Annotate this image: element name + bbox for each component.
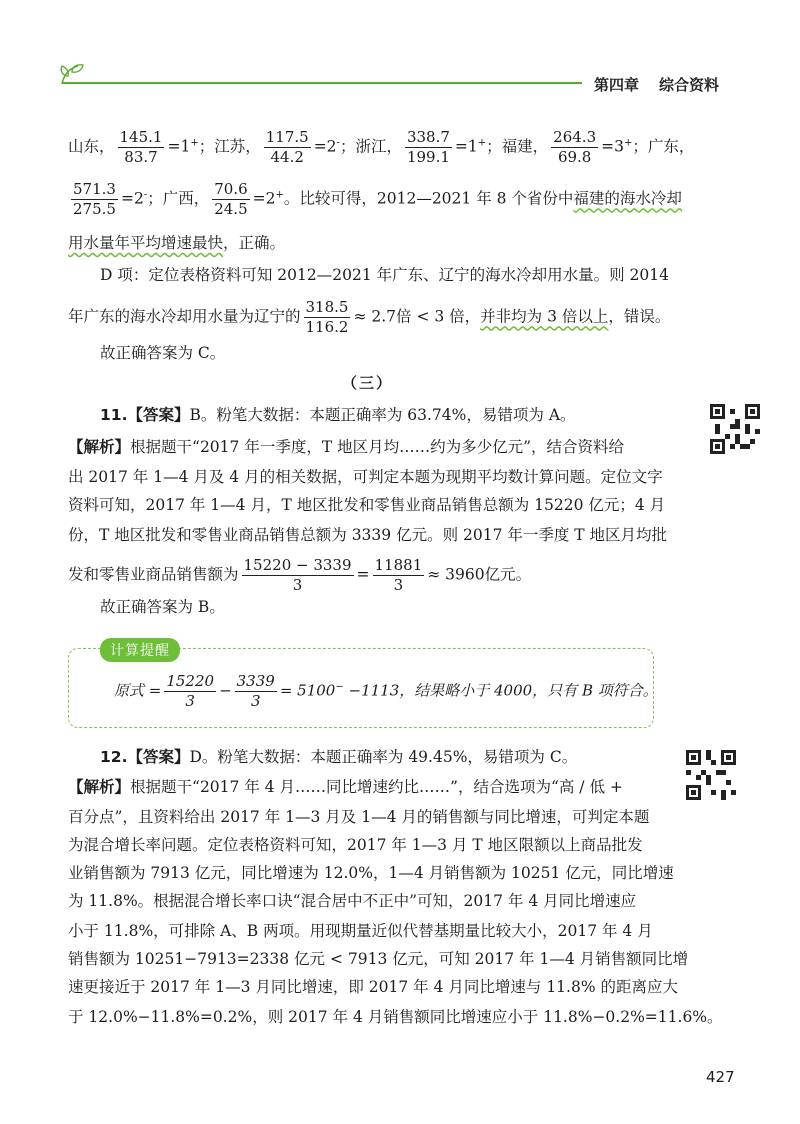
section-heading: （三） [342,374,394,392]
reminder-formula: 原式 = $\frac{15220}{3}$ − $\frac{3339}{3}$ = 5100− −1113，结果略小于 4000，只有 B 项符合。 [114,672,658,710]
fraction: $\frac{15220 - 3339}{3}$ [243,556,352,594]
answer-line: 11.【答案】B。粉笔大数据：本题正确率为 63.74%，易错项为 A。 [100,406,576,424]
fraction: $\frac{571.3}{275.5}$ [73,180,116,218]
text-line: 百分点”，且资料给出 2017 年 1—3 月及 1—4 月的销售额与同比增速，可判定本题 [68,808,650,826]
chapter-label: 第四章 [594,76,640,94]
fraction: $\frac{117.5}{44.2}$ [265,128,309,166]
text-line: 用水量年平均增速最快，正确。 [68,234,286,252]
fraction: $\frac{264.3}{69.8}$ [553,128,597,166]
reminder-tag: 计算提醒 [100,638,180,662]
text-line: 发和零售业商品销售额为 $\frac{15220 - 3339}{3}$ = $\frac{11881}{3}$ ≈ 3960亿元。 [68,556,532,594]
text-line: 销售额为 10251−7913=2338 亿元 < 7913 亿元，可知 2017 年 1—4 月销售额同比增 [68,950,689,968]
text-line: 年广东的海水冷却用水量为辽宁的 $\frac{318.5}{116.2}$ ≈ 2.7倍 < 3 倍，并非均为 3 倍以上，错误。 [68,298,671,336]
qr-code-icon [710,404,760,454]
text-line: 故正确答案为 C。 [100,344,226,362]
text-line: 出 2017 年 1—4 月及 4 月的相关数据，可判定本题为现期平均数计算问题。定位文字 [68,468,663,486]
fraction: $\frac{338.7}{199.1}$ [406,128,450,166]
fraction: $\frac{3339}{3}$ [236,672,275,710]
page-number: 427 [706,1068,735,1086]
header-rule [62,82,582,84]
text-line: D 项：定位表格资料可知 2012—2021 年广东、辽宁的海水冷却用水量。则 2014 [100,266,669,284]
running-header [594,74,719,95]
fraction: $\frac{145.1}{83.7}$ [119,128,163,166]
text-line: 业销售额为 7913 亿元，同比增速为 12.0%，1—4 月销售额为 10251 亿元，同比增速 [68,864,674,882]
fraction: $\frac{318.5}{116.2}$ [305,298,349,336]
text-line: 山东， $\frac{145.1}{83.7}$ =1+；江苏， $\frac{117.5}{44.2}$ =2-；浙江， $\frac{338.7}{199.1}$ =1+；福建， $\frac{264.3}{69.8}$ =3+；广东， [68,128,695,166]
text-line: 为混合增长率问题。定位表格资料可知，2017 年 1—3 月 T 地区限额以上商品批发 [68,836,643,854]
text-line: 小于 11.8%，可排除 A、B 两项。用现期量近似代替基期量比较大小，2017 年 4 月 [68,922,653,940]
text-line: 为 11.8%。根据混合增长率口诀“混合居中不正中”可知，2017 年 4 月同比增速应 [68,892,637,910]
text-line: 速更接近于 2017 年 1—3 月同比增速，即 2017 年 4 月同比增速与 11.8% 的距离应大 [68,978,678,996]
text-line: 于 12.0%−11.8%=0.2%，则 2017 年 4 月销售额同比增速应小于 11.8%−0.2%=11.6%。 [68,1008,723,1026]
fraction: $\frac{70.6}{24.5}$ [214,180,248,218]
text-line: 【解析】根据题干“2017 年一季度，T 地区月均……约为多少亿元”，结合资料给 [68,438,625,456]
chapter-title: 综合资料 [659,76,720,94]
fraction: $\frac{15220}{3}$ [166,672,215,710]
text-line: $\frac{571.3}{275.5}$ =2-；广西， $\frac{70.6}{24.5}$ =2+。比较可得，2012—2021 年 8 个省份中福建的海水冷却 [73,180,682,218]
fraction: $\frac{11881}{3}$ [374,556,423,594]
text-line: 份，T 地区批发和零售业商品销售总额为 3339 亿元。则 2017 年一季度 T 地区月均批 [68,526,668,544]
qr-code-icon [686,750,736,800]
text-line: 资料可知，2017 年 1—4 月，T 地区批发和零售业商品销售总额为 15220 亿元；4 月 [68,496,666,514]
text-line: 故正确答案为 B。 [100,598,225,616]
text-line: 【解析】根据题干“2017 年 4 月……同比增速约比……”，结合选项为“高 / 低 + [68,778,623,796]
answer-line: 12.【答案】D。粉笔大数据：本题正确率为 49.45%，易错项为 C。 [100,748,578,766]
